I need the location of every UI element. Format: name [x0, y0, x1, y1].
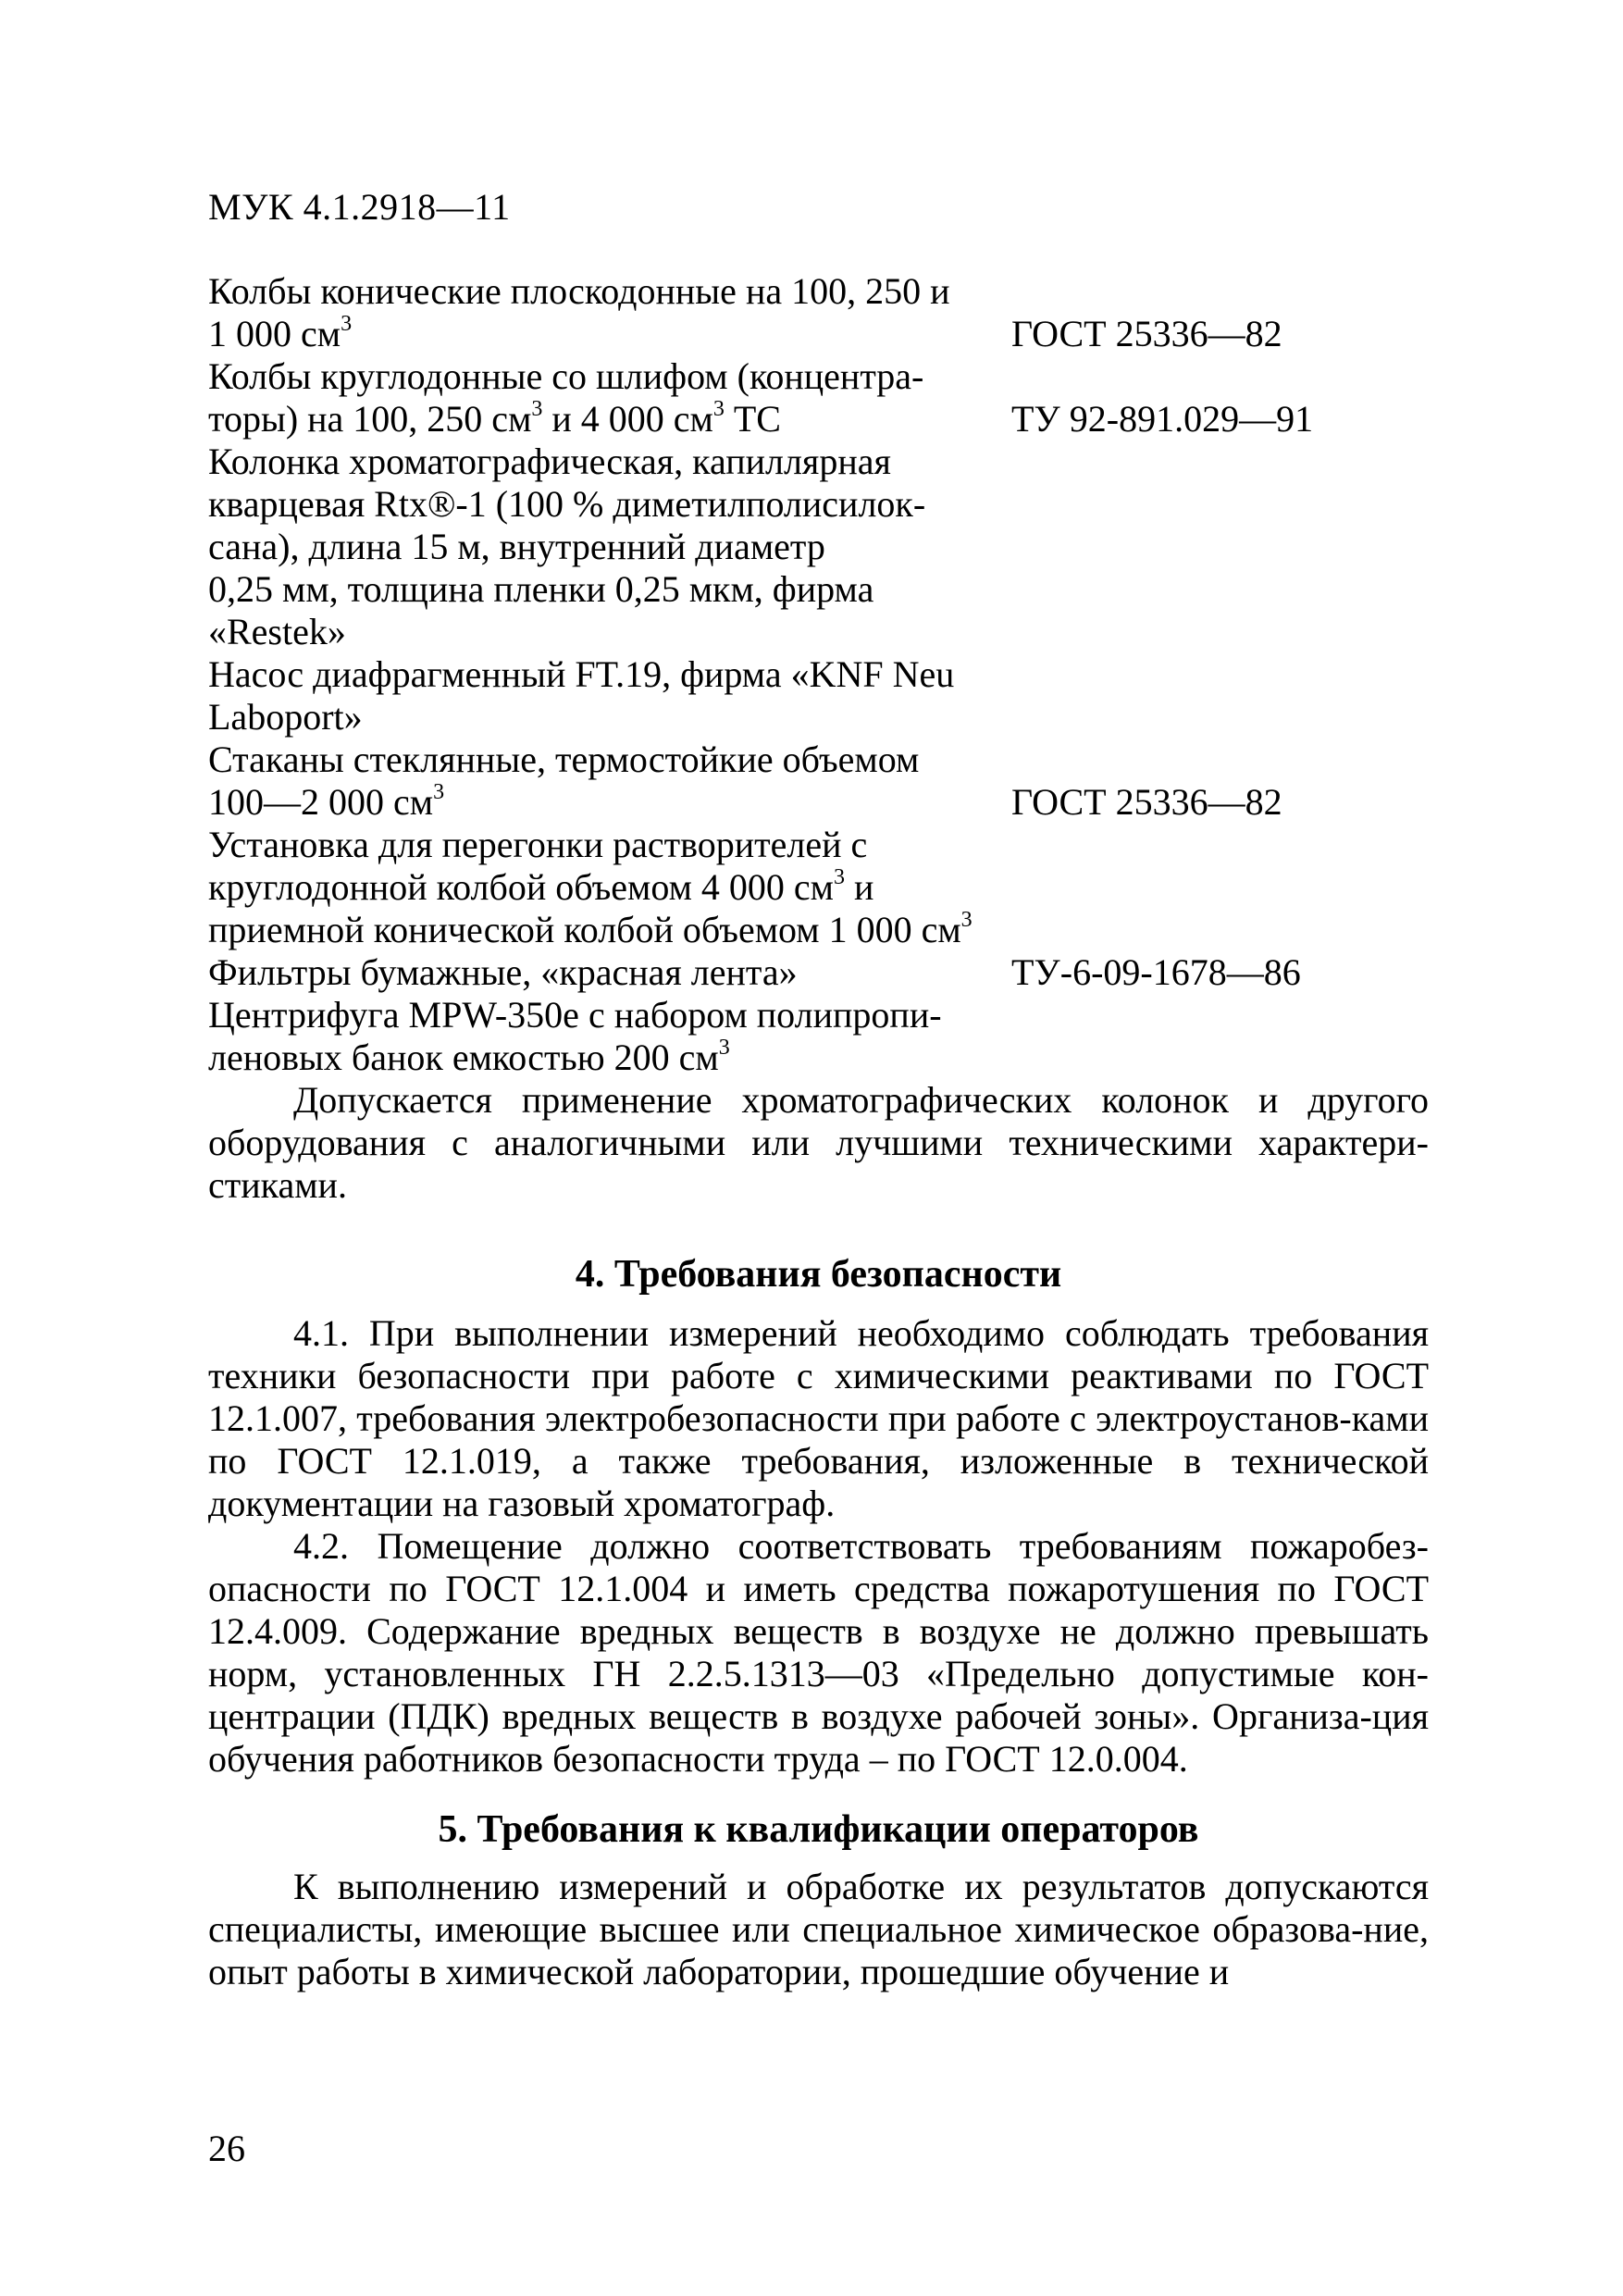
equipment-text: приемной конической колбой объемом 1 000 $см^3$: [208, 908, 973, 950]
equipment-text: Колонка хроматографическая, капиллярная: [208, 441, 891, 482]
section-4-heading: 4. Требования безопасности: [575, 1253, 1062, 1296]
equipment-line: [208, 909, 1439, 951]
equipment-line: [208, 738, 1439, 781]
equipment-text: «Restek»: [208, 611, 346, 652]
section-4-paragraph-1: 4.1. При выполнении измерений необходимо соблюдать требования техники безопасности при работе с химическими реактивами по ГОСТ 12.1.007, требования электробезопасности при работе с электроустанов-ками по ГОСТ 12.1.019, а также требования, изложенные в технической документации на газовый хроматограф.: [208, 1312, 1429, 1524]
equipment-line: [208, 866, 1439, 909]
standard-reference: ТУ 92-891.029—91: [1011, 398, 1314, 440]
section-4-paragraph-2: 4.2. Помещение должно соответствовать требованиям пожаробез-опасности по ГОСТ 12.1.004 и иметь средства пожаротушения по ГОСТ 12.4.009. Содержание вредных веществ в воздухе не должно превышать норм, установленных ГН 2.2.5.1313—03 «Предельно допустимые кон-центрации (ПДК) вредных веществ в воздухе рабочей зоны». Организа-ция обучения работников безопасности труда – по ГОСТ 12.0.004.: [208, 1525, 1429, 1780]
equipment-list: [208, 270, 1439, 1079]
section-5-paragraph-1: К выполнению измерений и обработке их результатов допускаются специалисты, имеющие высшее или специальное химическое образова-ние, опыт работы в химической лаборатории, прошедшие обучение и: [208, 1866, 1429, 1992]
equipment-line: [208, 951, 1439, 994]
equipment-text: круглодонной колбой объемом 4 000 $см^3$ и: [208, 865, 874, 908]
equipment-line: [208, 270, 1439, 313]
equipment-text: кварцевая Rtx®-1 (100 % диметилполисилок-: [208, 483, 926, 525]
equipment-text: Центрифуга MPW-350e с набором полипропи-: [208, 994, 942, 1036]
equipment-line: [208, 824, 1439, 866]
section-5-heading: 5. Требования к квалификации операторов: [438, 1808, 1199, 1851]
standard-reference: ГОСТ 25336—82: [1011, 781, 1282, 823]
equipment-line: [208, 994, 1439, 1036]
equipment-text: Насос диафрагменный FT.19, фирма «KNF Neu: [208, 653, 955, 695]
equipment-line: [208, 355, 1439, 398]
equipment-line: [208, 1036, 1439, 1079]
equipment-line: [208, 696, 1439, 738]
equipment-text: 100—2 000 $см^3$: [208, 780, 445, 823]
equipment-text: Колбы конические плоскодонные на 100, 250 и: [208, 270, 950, 312]
equipment-text: леновых банок емкостью 200 $см^3$: [208, 1036, 730, 1078]
page-number: 26: [208, 2128, 245, 2169]
equipment-text: торы) на 100, 250 $см^3$ и 4 000 $см^3$ ТС: [208, 397, 781, 440]
running-title: МУК 4.1.2918—11: [208, 186, 511, 228]
equipment-line: [208, 653, 1439, 696]
equipment-text: Стаканы стеклянные, термостойкие объемом: [208, 738, 920, 780]
equipment-text: Laboport»: [208, 696, 363, 738]
standard-reference: ГОСТ 25336—82: [1011, 313, 1282, 354]
equipment-text: Фильтры бумажные, «красная лента»: [208, 951, 798, 993]
equipment-text: Колбы круглодонные со шлифом (концентра-: [208, 355, 924, 397]
equipment-text: 1 000 $см^3$: [208, 312, 353, 354]
allowance-paragraph: Допускается применение хроматографических колонок и другого оборудования с аналогичными или лучшими техническими характери-стиками.: [208, 1079, 1429, 1206]
equipment-line: [208, 398, 1439, 441]
equipment-line: [208, 611, 1439, 653]
standard-reference: ТУ-6-09-1678—86: [1011, 951, 1301, 993]
equipment-line: [208, 313, 1439, 355]
equipment-text: 0,25 мм, толщина пленки 0,25 мкм, фирма: [208, 568, 874, 610]
equipment-line: [208, 441, 1439, 483]
equipment-line: [208, 781, 1439, 824]
equipment-text: сана), длина 15 м, внутренний диаметр: [208, 526, 825, 567]
equipment-text: Установка для перегонки растворителей с: [208, 824, 868, 865]
equipment-line: [208, 483, 1439, 526]
equipment-line: [208, 526, 1439, 568]
equipment-line: [208, 568, 1439, 611]
